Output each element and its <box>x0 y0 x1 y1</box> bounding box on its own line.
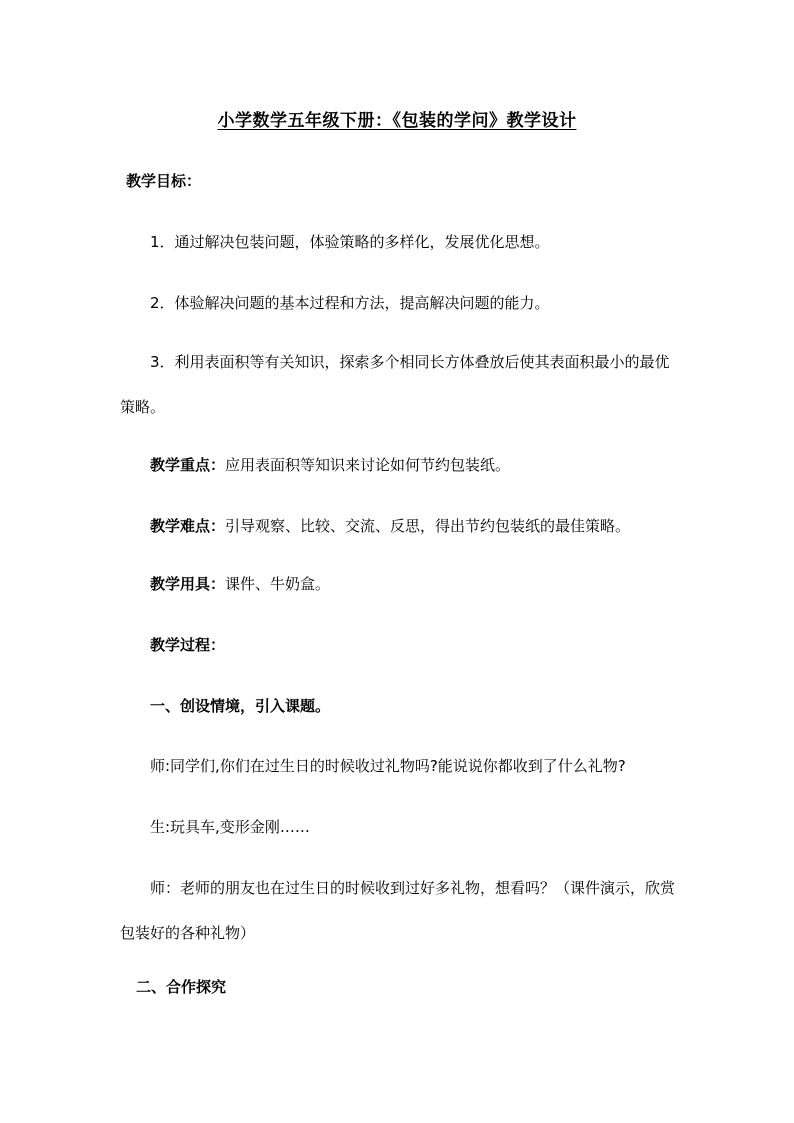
section1-heading: 一、创设情境，引入课题。 <box>150 697 331 715</box>
section2-heading: 二、合作探究 <box>136 978 227 996</box>
key-point <box>150 455 510 475</box>
difficulty <box>150 516 630 536</box>
objectives-heading: 教学目标： <box>126 172 202 190</box>
key-point-text: 应用表面积等知识来讨论如何节约包装纸。 <box>225 456 511 474</box>
tools-label: 教学用具： <box>150 575 226 593</box>
objective-item-1: 1．通过解决包装问题，体验策略的多样化，发展优化思想。 <box>150 233 550 251</box>
tools-text: 课件、牛奶盒。 <box>225 575 331 593</box>
objective-item-3: 3．利用表面积等有关知识，探索多个相同长方体叠放后使其表面积最小的最优策略。 <box>120 353 670 416</box>
key-point-label: 教学重点： <box>150 456 226 474</box>
dialogue-line-2: 生:玩具车,变形金刚…… <box>150 818 310 836</box>
tools <box>150 574 330 594</box>
difficulty-text: 引导观察、比较、交流、反思，得出节约包装纸的最佳策略。 <box>225 517 631 535</box>
dialogue-line-1: 师:同学们,你们在过生日的时候收过礼物吗?能说说你都收到了什么礼物? <box>150 757 626 775</box>
objective-item-2: 2．体验解决问题的基本过程和方法，提高解决问题的能力。 <box>150 294 550 312</box>
document-title: 小学数学五年级下册：《包装的学问》教学设计 <box>217 111 577 131</box>
process-heading: 教学过程： <box>150 636 226 654</box>
difficulty-label: 教学难点： <box>150 517 226 535</box>
dialogue-line-3: 师：老师的朋友也在过生日的时候收到过好多礼物，想看吗？（课件演示，欣赏包装好的各种礼物） <box>120 879 676 942</box>
